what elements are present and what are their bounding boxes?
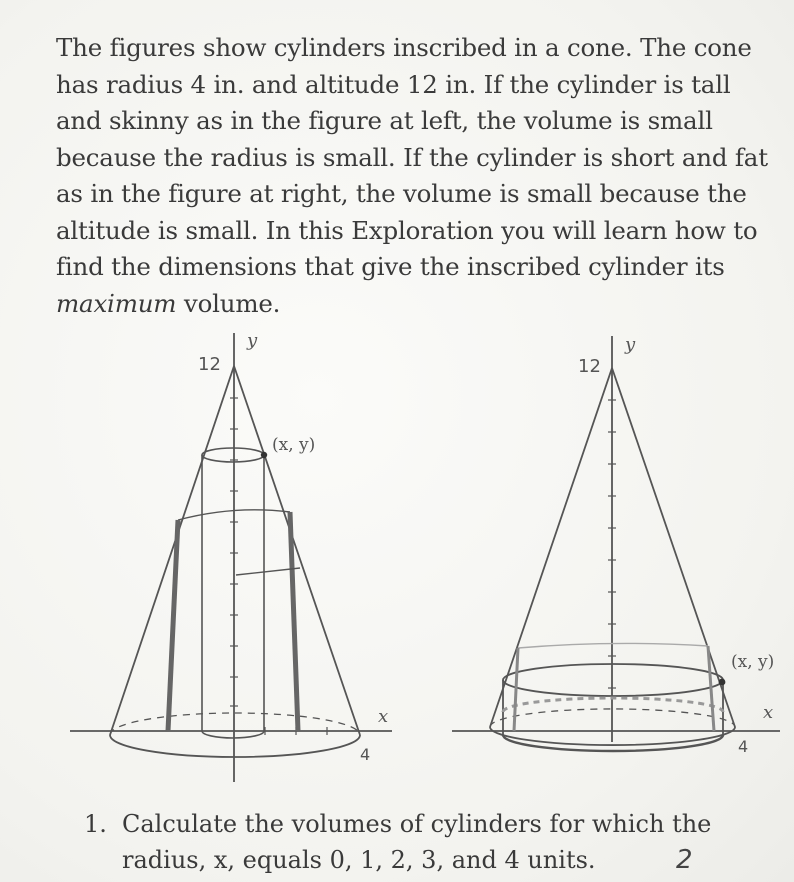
intro-line: The figures show cylinders inscribed in a cone. The cone	[56, 33, 752, 62]
right-apex-tick: 12	[578, 356, 601, 377]
question-line-1: Calculate the volumes of cylinders for which the	[122, 810, 712, 838]
intro-line: altitude is small. In this Exploration you will learn how to	[56, 215, 758, 245]
left-apex-tick: 12	[198, 354, 221, 375]
intro-line-end: volume.	[176, 288, 281, 318]
question-line-2: radius, x, equals 0, 1, 2, 3, and 4 units.	[122, 846, 596, 874]
right-cylinder-top	[503, 664, 723, 696]
left-y-label: y	[247, 330, 258, 351]
right-cone-side	[490, 368, 612, 727]
right-point-marker	[719, 679, 726, 686]
intro-line: as in the figure at right, the volume is small because the	[56, 179, 747, 208]
intro-line: has radius 4 in. and altitude 12 in. If the cylinder is tall	[56, 69, 731, 99]
left-point-label: (x, y)	[272, 435, 316, 455]
left-x-label: x	[378, 706, 389, 727]
right-point-label: (x, y)	[731, 652, 775, 672]
right-cone-side	[612, 368, 735, 727]
intro-line: and skinny as in the figure at left, the volume is small	[56, 106, 713, 135]
right-base-tick: 4	[738, 737, 749, 756]
left-base-tick: 4	[360, 745, 371, 764]
maximum-emphasis: maximum	[56, 288, 177, 318]
question-number: 1.	[84, 810, 107, 838]
right-y-label: y	[625, 334, 636, 355]
intro-line: find the dimensions that give the inscribed cylinder its	[56, 252, 725, 281]
question-1	[84, 806, 711, 878]
intro-line: because the radius is small. If the cylinder is short and fat	[56, 142, 768, 172]
right-x-label: x	[763, 702, 774, 723]
handwritten-mark	[672, 842, 722, 876]
handwritten-number: 2	[676, 845, 693, 875]
